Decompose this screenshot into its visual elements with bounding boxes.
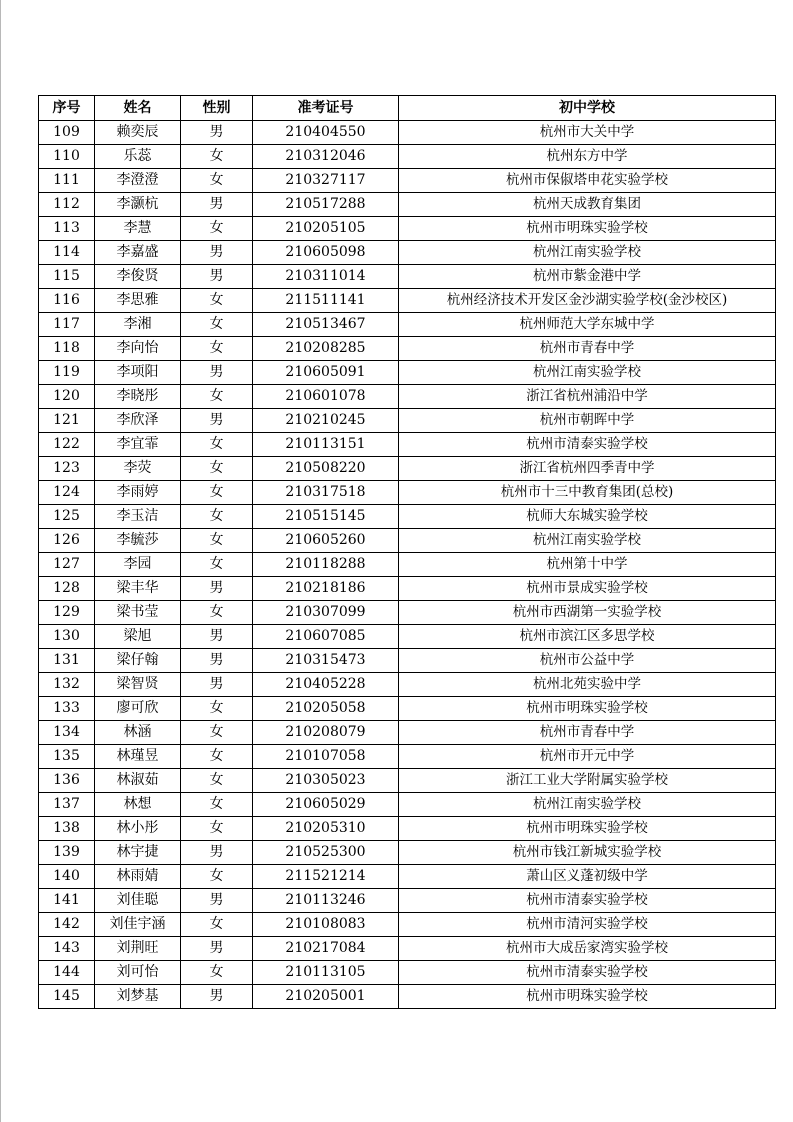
cell-gender: 女 [181,553,253,577]
header-gender: 性别 [181,96,253,121]
cell-middle-school: 浙江省杭州四季青中学 [399,457,776,481]
cell-name: 乐蕊 [95,145,181,169]
cell-exam-id: 210605029 [253,793,399,817]
table-row [39,937,776,961]
cell-middle-school: 杭州市明珠实验学校 [399,697,776,721]
cell-middle-school: 杭州市西湖第一实验学校 [399,601,776,625]
cell-serial-number: 127 [39,553,95,577]
cell-serial-number: 112 [39,193,95,217]
cell-exam-id: 210327117 [253,169,399,193]
cell-name: 林淑茹 [95,769,181,793]
cell-middle-school: 杭州市青春中学 [399,337,776,361]
cell-middle-school: 杭州市开元中学 [399,745,776,769]
table-row [39,121,776,145]
cell-middle-school: 杭州市明珠实验学校 [399,217,776,241]
cell-serial-number: 126 [39,529,95,553]
cell-middle-school: 杭州市明珠实验学校 [399,817,776,841]
table-row [39,841,776,865]
cell-middle-school: 杭州市朝晖中学 [399,409,776,433]
cell-middle-school: 杭州天成教育集团 [399,193,776,217]
cell-gender: 女 [181,745,253,769]
cell-name: 赖奕辰 [95,121,181,145]
cell-name: 李雨婷 [95,481,181,505]
cell-name: 李荧 [95,457,181,481]
cell-gender: 女 [181,697,253,721]
cell-name: 李湘 [95,313,181,337]
cell-middle-school: 杭州经济技术开发区金沙湖实验学校(金沙校区) [399,289,776,313]
cell-gender: 男 [181,841,253,865]
cell-middle-school: 杭州市清泰实验学校 [399,961,776,985]
table-row [39,337,776,361]
cell-gender: 女 [181,793,253,817]
cell-name: 刘佳宇涵 [95,913,181,937]
cell-serial-number: 144 [39,961,95,985]
table-row [39,553,776,577]
cell-exam-id: 210515145 [253,505,399,529]
cell-gender: 女 [181,289,253,313]
table-row [39,385,776,409]
cell-gender: 男 [181,361,253,385]
table-row [39,217,776,241]
cell-exam-id: 210208285 [253,337,399,361]
table-row [39,961,776,985]
cell-exam-id: 210312046 [253,145,399,169]
table-row [39,289,776,313]
cell-name: 梁仔翰 [95,649,181,673]
header-row [39,96,776,121]
cell-middle-school: 杭州市公益中学 [399,649,776,673]
cell-middle-school: 杭州市保俶塔申花实验学校 [399,169,776,193]
cell-name: 林雨婧 [95,865,181,889]
cell-serial-number: 129 [39,601,95,625]
cell-serial-number: 109 [39,121,95,145]
cell-exam-id: 210311014 [253,265,399,289]
table-row [39,625,776,649]
table-row [39,145,776,169]
cell-name: 李慧 [95,217,181,241]
cell-serial-number: 137 [39,793,95,817]
cell-name: 李宜霏 [95,433,181,457]
cell-middle-school: 杭州东方中学 [399,145,776,169]
table-row [39,265,776,289]
header-name: 姓名 [95,96,181,121]
cell-gender: 男 [181,241,253,265]
table-row [39,865,776,889]
cell-exam-id: 210205058 [253,697,399,721]
cell-name: 梁智贤 [95,673,181,697]
cell-name: 刘佳聪 [95,889,181,913]
table-row [39,601,776,625]
cell-name: 梁丰华 [95,577,181,601]
table-row [39,649,776,673]
cell-serial-number: 128 [39,577,95,601]
table-row [39,361,776,385]
cell-middle-school: 杭州市大成岳家湾实验学校 [399,937,776,961]
cell-gender: 男 [181,625,253,649]
admission-roster-table [38,95,776,1009]
cell-gender: 女 [181,505,253,529]
cell-exam-id: 210113246 [253,889,399,913]
cell-name: 李毓莎 [95,529,181,553]
cell-middle-school: 杭州市明珠实验学校 [399,985,776,1009]
cell-exam-id: 210517288 [253,193,399,217]
cell-middle-school: 杭州市十三中教育集团(总校) [399,481,776,505]
cell-gender: 女 [181,961,253,985]
page-left-edge [0,0,1,1122]
cell-exam-id: 211521214 [253,865,399,889]
cell-name: 林想 [95,793,181,817]
cell-serial-number: 117 [39,313,95,337]
cell-serial-number: 135 [39,745,95,769]
cell-serial-number: 116 [39,289,95,313]
cell-exam-id: 210605091 [253,361,399,385]
cell-exam-id: 210508220 [253,457,399,481]
cell-exam-id: 210305023 [253,769,399,793]
cell-middle-school: 萧山区义蓬初级中学 [399,865,776,889]
cell-exam-id: 210607085 [253,625,399,649]
cell-serial-number: 120 [39,385,95,409]
table-row [39,793,776,817]
cell-gender: 女 [181,457,253,481]
cell-serial-number: 134 [39,721,95,745]
cell-middle-school: 浙江省杭州浦沿中学 [399,385,776,409]
cell-exam-id: 210113105 [253,961,399,985]
cell-name: 刘荆旺 [95,937,181,961]
cell-serial-number: 115 [39,265,95,289]
cell-middle-school: 杭州市大关中学 [399,121,776,145]
cell-middle-school: 杭州江南实验学校 [399,529,776,553]
cell-middle-school: 杭州市清河实验学校 [399,913,776,937]
cell-exam-id: 211511141 [253,289,399,313]
table-row [39,985,776,1009]
cell-name: 李向怡 [95,337,181,361]
cell-middle-school: 杭州市紫金港中学 [399,265,776,289]
header-exam-id: 准考证号 [253,96,399,121]
cell-name: 李晓彤 [95,385,181,409]
cell-middle-school: 杭州江南实验学校 [399,361,776,385]
cell-middle-school: 杭州江南实验学校 [399,793,776,817]
cell-gender: 女 [181,337,253,361]
cell-middle-school: 杭州市清泰实验学校 [399,889,776,913]
cell-middle-school: 杭州第十中学 [399,553,776,577]
cell-exam-id: 210210245 [253,409,399,433]
cell-exam-id: 210317518 [253,481,399,505]
table-row [39,673,776,697]
cell-exam-id: 210525300 [253,841,399,865]
cell-gender: 女 [181,529,253,553]
cell-serial-number: 130 [39,625,95,649]
cell-exam-id: 210404550 [253,121,399,145]
cell-name: 李灏杭 [95,193,181,217]
cell-gender: 男 [181,673,253,697]
table-row [39,313,776,337]
table-row [39,577,776,601]
cell-exam-id: 210208079 [253,721,399,745]
cell-serial-number: 132 [39,673,95,697]
cell-middle-school: 杭州北苑实验中学 [399,673,776,697]
cell-gender: 女 [181,769,253,793]
cell-serial-number: 145 [39,985,95,1009]
cell-exam-id: 210108083 [253,913,399,937]
cell-name: 李园 [95,553,181,577]
cell-serial-number: 140 [39,865,95,889]
cell-name: 李思雅 [95,289,181,313]
cell-exam-id: 210315473 [253,649,399,673]
cell-serial-number: 125 [39,505,95,529]
cell-gender: 男 [181,649,253,673]
cell-exam-id: 210205001 [253,985,399,1009]
cell-name: 刘梦基 [95,985,181,1009]
cell-name: 李俊贤 [95,265,181,289]
cell-middle-school: 杭师大东城实验学校 [399,505,776,529]
cell-exam-id: 210605260 [253,529,399,553]
table-row [39,529,776,553]
cell-serial-number: 119 [39,361,95,385]
cell-exam-id: 210205310 [253,817,399,841]
cell-serial-number: 122 [39,433,95,457]
cell-serial-number: 118 [39,337,95,361]
cell-exam-id: 210118288 [253,553,399,577]
cell-serial-number: 131 [39,649,95,673]
table-row [39,817,776,841]
cell-gender: 女 [181,913,253,937]
cell-name: 李澄澄 [95,169,181,193]
cell-serial-number: 141 [39,889,95,913]
cell-serial-number: 133 [39,697,95,721]
cell-serial-number: 139 [39,841,95,865]
cell-gender: 男 [181,265,253,289]
cell-exam-id: 210217084 [253,937,399,961]
table-row [39,913,776,937]
cell-gender: 男 [181,193,253,217]
cell-gender: 女 [181,433,253,457]
cell-middle-school: 杭州市青春中学 [399,721,776,745]
cell-serial-number: 113 [39,217,95,241]
cell-exam-id: 210113151 [253,433,399,457]
table-row [39,697,776,721]
cell-name: 林涵 [95,721,181,745]
header-middle-school: 初中学校 [399,96,776,121]
cell-middle-school: 杭州江南实验学校 [399,241,776,265]
cell-middle-school: 浙江工业大学附属实验学校 [399,769,776,793]
cell-serial-number: 136 [39,769,95,793]
cell-middle-school: 杭州师范大学东城中学 [399,313,776,337]
cell-name: 梁书莹 [95,601,181,625]
roster-body [39,121,776,1009]
cell-gender: 男 [181,409,253,433]
table-row [39,745,776,769]
cell-exam-id: 210205105 [253,217,399,241]
cell-name: 林宇捷 [95,841,181,865]
cell-exam-id: 210405228 [253,673,399,697]
table-row [39,889,776,913]
cell-gender: 男 [181,889,253,913]
cell-serial-number: 114 [39,241,95,265]
cell-serial-number: 110 [39,145,95,169]
cell-name: 李嘉盛 [95,241,181,265]
cell-middle-school: 杭州市滨江区多思学校 [399,625,776,649]
cell-name: 李项阳 [95,361,181,385]
cell-name: 李玉洁 [95,505,181,529]
table-row [39,481,776,505]
cell-name: 刘可怡 [95,961,181,985]
cell-gender: 男 [181,937,253,961]
cell-exam-id: 210307099 [253,601,399,625]
cell-name: 李欣泽 [95,409,181,433]
cell-gender: 女 [181,865,253,889]
cell-serial-number: 111 [39,169,95,193]
cell-name: 廖可欣 [95,697,181,721]
cell-name: 梁旭 [95,625,181,649]
cell-gender: 女 [181,721,253,745]
table-row [39,169,776,193]
cell-serial-number: 138 [39,817,95,841]
cell-gender: 女 [181,169,253,193]
cell-middle-school: 杭州市钱江新城实验学校 [399,841,776,865]
table-row [39,193,776,217]
cell-serial-number: 142 [39,913,95,937]
cell-exam-id: 210107058 [253,745,399,769]
cell-exam-id: 210601078 [253,385,399,409]
cell-name: 林小彤 [95,817,181,841]
table-row [39,433,776,457]
table-row [39,721,776,745]
cell-gender: 男 [181,121,253,145]
cell-gender: 女 [181,313,253,337]
cell-exam-id: 210605098 [253,241,399,265]
cell-gender: 女 [181,481,253,505]
cell-gender: 男 [181,985,253,1009]
cell-serial-number: 143 [39,937,95,961]
cell-gender: 男 [181,577,253,601]
header-serial-number: 序号 [39,96,95,121]
cell-middle-school: 杭州市清泰实验学校 [399,433,776,457]
table-row [39,241,776,265]
cell-gender: 女 [181,217,253,241]
table-row [39,505,776,529]
cell-serial-number: 124 [39,481,95,505]
table-row [39,457,776,481]
cell-gender: 女 [181,385,253,409]
cell-gender: 女 [181,817,253,841]
table-row [39,769,776,793]
cell-serial-number: 121 [39,409,95,433]
cell-exam-id: 210218186 [253,577,399,601]
cell-gender: 女 [181,601,253,625]
cell-gender: 女 [181,145,253,169]
table-row [39,409,776,433]
cell-name: 林瑾昱 [95,745,181,769]
cell-serial-number: 123 [39,457,95,481]
cell-middle-school: 杭州市景成实验学校 [399,577,776,601]
cell-exam-id: 210513467 [253,313,399,337]
